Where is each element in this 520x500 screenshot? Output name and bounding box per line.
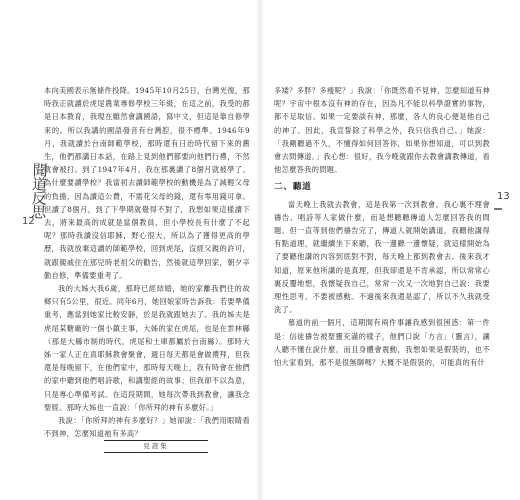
- right-body-text: [274, 84, 490, 369]
- paragraph: 本向美國表示無條件投降。1945年10月25日，台灣光復，那時我正就讀於虎尾農業專修學校三年級，在這之前，我受的都是日本教育，我現在雖然會講國語，寫中文，但這是靠自修學來的。所以我講的國語發音有台灣腔，很不標準。1946年9月，我就讀於台南師範學校，那時還有日治時代留下來的舊生，他們都講日本話，在路上見到他們都要向他們行禮，不然就會被打。到了1947年4月，我在那裏讀了8個月就被學了。為什麼要讀學校？我當初去讀師範學校的動機是為了減輕父母的負擔，因為讀這公費，不需花父母的錢，還有零用錢可拿。但讀了8個月，到了下學期就覺得不對了，我想如果這樣讀下去，將來最高的成就是當個教員，但小學校長有什麼了不起呢？那時我讀沒信耶穌，野心很大，所以為了獲得更高的學歷，我就放棄這讀的師範學校，回到虎尾，沒經父親的許可，就跟親戚住在那兒時老祖父的勸告，然後就這學回家，朝夕辛勤自修，準備要重考了。: [44, 86, 250, 280]
- right-page-number: 13: [497, 191, 510, 202]
- paragraph: 我的大姊大我6歲，那時已經結婚，她的家離我們住的故鄉只有5公里，很近。同年6月，她回娘家時告訴我：若要準備重考，應當到她家比較安靜，於是我就跟她去了。我的姊夫是虎尾某糖廠的一個小鎮主事，大姊的家在虎尾，也是在雲林縣（那是大縣市制的時代，虎尾和土庫都屬於台南縣）。那時大姊一家人正在真耶穌教會聚會，週日每天都是會做禮拜，但我還是每晚留下，在他們家中，那時每天晚上，我有時會在他們的家中聽到他們唱詩歌，和講聖經的故事；但我卻不以為意，只是專心準備考試。在這段期間，她每次帶我到教會，讓我念聖經。那時大姊也一直說：「你所拜的神有多麼好。」: [44, 284, 250, 412]
- footer-text: 見證集: [143, 442, 169, 450]
- left-page-number: 12: [22, 216, 35, 227]
- paragraph: 當天晚上我就去教會，這是我第一次到教會。我心裏不理會禱告、唱詩等人家做什麼，而是想聽聽傳道人怎麼回答我的問題。但一直等到他們禱告完了，傳道人就開始講道，我聽他講得有點道理，就繼續坐下來聽，我一邊聽一邊懷疑，就這樣開始為了要聽他講的內容到底對不對，每天晚上都到教會去。後來我才知道，原來他所講的是真理，但我卻還是不肯承認，所以常常心裏反覆地想，我懷疑我自己，常常一次又一次地對自己說：我要理性思考，不要被感動。不過後來我還是認了，所以不久我就受洗了。: [274, 199, 490, 315]
- paragraph: 我說：「你所拜的神有多麼好？」她卻說：「我們用眼睛看不到神，怎麼知道祂有多高？: [44, 416, 250, 439]
- chapter-side-title: 聞道反思: [29, 161, 49, 219]
- left-body-text: [44, 84, 250, 440]
- margin-mark: [494, 208, 502, 210]
- footer-banner: [104, 440, 208, 452]
- section-heading: 二、聽道: [274, 182, 312, 193]
- paragraph: 多矮？多胖？多瘦呢？」我說：「你既然看不見神，怎麼知道有神呢？宇宙中根本沒有神的存在，因為凡不能以科學證實的事物，都不足取信。如果一定要談有神，那麼，各人的良心便是他自己的神了。因此，我宣誓除了科學之外，我只信我自己。」她說：「我剛聽過不久，不懂得如何回答你，如果你想知道，可以到教會去問傳道。」我心想：很好，我今晚就跟你去教會講教傳道，看他怎麼答我的問題。: [274, 86, 490, 175]
- paragraph: 慕道的前一個月，這期間有兩件事讓我感到很困惑：第一件是：信徒禱告被聖靈充滿的樣子，他們口說「方言」（靈言），讓人聽不懂在說什麼，而且身體會震動，我想如果是假裝的，也不怕大家看到，那不是很無聊嗎？大概不是假裝的，可能真的有什: [274, 318, 490, 368]
- right-page: [260, 0, 520, 500]
